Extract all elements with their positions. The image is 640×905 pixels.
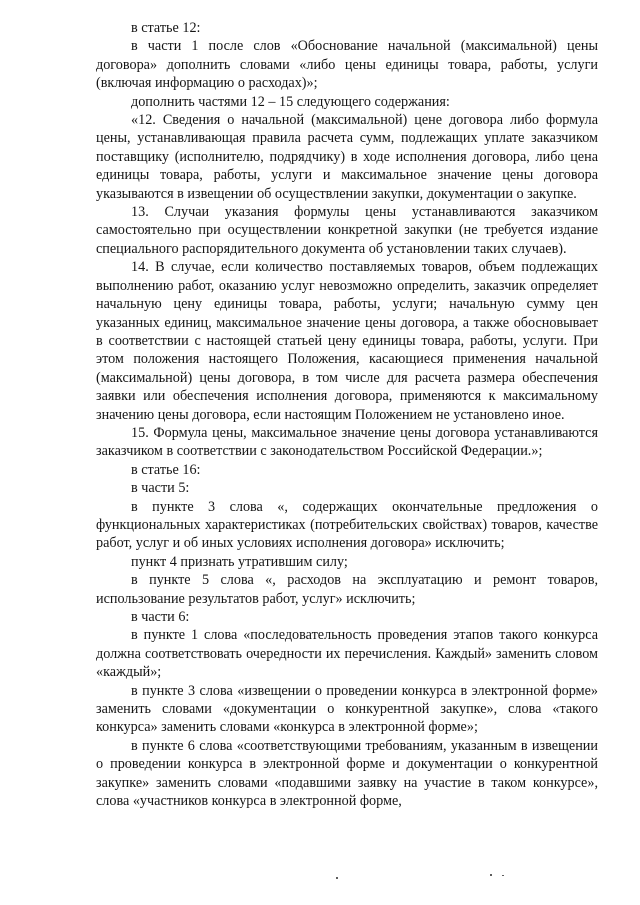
scan-speck (490, 874, 492, 876)
document-body (96, 19, 598, 810)
paragraph: 14. В случае, если количество поставляемых товаров, объем подлежащих выполнению работ, оказанию услуг невозможно определить, заказчик определяет начальную цену единицы товара, работы, услуги; начальную сумму цен указанных единиц, максимальное значение цены договора, а также обосновывает в соответствии с настоящей статьей цену единицы товара, работы, услуги. При этом положения настоящего Положения, касающиеся применения начальной (максимальной) цены договора, в том числе для расчета размера обеспечения заявки или обеспечения исполнения договора, применяются к максимальному значению цены договора, если настоящим Положением не установлено иное. (96, 259, 598, 423)
paragraph: 13. Случаи указания формулы цены устанавливаются заказчиком самостоятельно при осуществлении конкретной закупки (не требуется издание специального распорядительного документа об установлении таких случаев). (96, 204, 598, 257)
paragraph: в части 6: (131, 609, 190, 625)
paragraph: в пункте 5 слова «, расходов на эксплуатацию и ремонт товаров, использование результатов работ, услуг» исключить; (96, 572, 598, 607)
paragraph: в пункте 6 слова «соответствующими требованиям, указанным в извещении о проведении конкурса в электронной форме и документации о конкурентной закупке» заменить словами «подавшими заявку на участие в таком конкурсе», слова «участников конкурса в электронной форме, (96, 737, 598, 810)
paragraph: пункт 4 признать утратившим силу; (131, 553, 348, 570)
paragraph: в статье 12: (131, 20, 201, 36)
scan-specks (330, 872, 530, 886)
paragraph: в пункте 1 слова «последовательность проведения этапов такого конкурса должна соответствовать очередности их перечисления. Каждый» заменить словом «каждый»; (96, 627, 598, 681)
scan-speck (502, 875, 504, 876)
paragraph: в статье 16: (131, 461, 201, 478)
paragraph: в части 1 после слов «Обоснование начальной (максимальной) цены договора» дополнить словами «либо цены единицы товара, работы, услуги (включая информацию о расходах)»; (96, 38, 598, 92)
paragraph: дополнить частями 12 – 15 следующего содержания: (131, 93, 450, 110)
paragraph: 15. Формула цены, максимальное значение цены договора устанавливаются заказчиком в соответствии с законодательством Российской Федерации.»; (96, 424, 598, 460)
paragraph: в части 5: (131, 480, 190, 497)
paragraph: «12. Сведения о начальной (максимальной) цене договора либо формула цены, устанавливающая правила расчета сумм, подлежащих уплате заказчиком поставщику (исполнителю, подрядчику) в ходе исполнения договора, либо цена единицы товара, работы, услуги и максимальное значение цены договора указываются в извещении об осуществлении закупки, документации о закупке. (96, 112, 598, 202)
scan-speck (336, 877, 338, 879)
paragraph: в пункте 3 слова «извещении о проведении конкурса в электронной форме» заменить словами «документации о конкурентной закупке», слова «такого конкурса» заменить словами «конкурса в электронной форме»; (96, 682, 598, 736)
paragraph: в пункте 3 слова «, содержащих окончательные предложения о функциональных характеристиках (потребительских свойствах) товаров, качестве работ, услуг и об иных условиях исполнения договора» исключить; (96, 498, 598, 552)
